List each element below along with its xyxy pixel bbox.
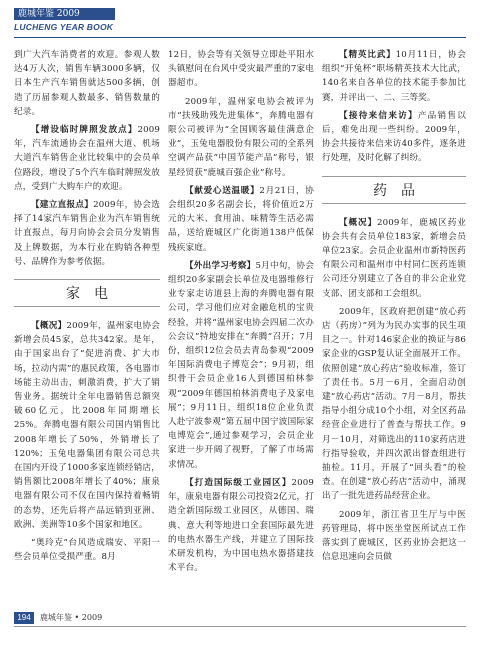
paragraph-heading: 【精英比武】 [339, 50, 396, 60]
text-column-middle [168, 48, 314, 600]
page-header [0, 0, 480, 44]
paragraph-text: 5月中旬，协会组织20多家副会长单位及电器维修行业专家走访道县上海的奔腾电器有限公司，学习他们应对金融危机的宝贵经验，并将“温州家电协会四届二次办公会议”特地安排在“奔腾”召开；7月份，组织12位会员去青岛参观“2009年国际消费电子博览会”；9月初，组织骨干会员企业16人到德国柏林参观“2009年德国柏林消费电子及家电展”；9月11日，组织18位企业负责人赴宁波参观“第五届中国宁波国际家电博览会”,通过参观学习，会员企业家进一步开阔了视野，了解了市场需求情况。 [168, 260, 314, 470]
article-paragraph [322, 48, 466, 105]
section-heading [322, 176, 466, 204]
text-column-left [14, 48, 160, 600]
paragraph-text: “奥玲克”台风造成瑞安、平阳一些会员单位受损严重。8月 [14, 538, 160, 563]
header-title: 鹿城年鉴 2009 [18, 9, 80, 19]
article-paragraph [322, 508, 466, 565]
paragraph-text: 2009年，区政府把创建“放心药店（药房）”列为为民办实事的民生项目之一。针对146家企业的换证与86家企业的GSP复认证全面展开工作。依照创建“放心药店”验收标准，签订了责任书。5月－6月，全面启动创建“放心药店”活动。7月－8月，帮扶指导小组分成10个小组，对全区药品经营企业进行了普查与帮扶工作。9月－10月，对筛选出的110家药店进行指导验收，并四次派出督查组进行抽检。11月，开展了“回头看”的检查。在创建“放心药店”活动中，涌现出了一批先进药品经营企业。 [322, 306, 466, 502]
paragraph-heading: 【建立直报点】 [31, 200, 94, 211]
paragraph-text: 2009年，汽车流通协会在温州大道、机场大道汽车销售企业比较集中的会员单位路段，增设了5个汽车临时牌照发放点，受到广大购车户的欢迎。 [14, 125, 160, 192]
article-paragraph [14, 536, 160, 564]
footer-running-title: 鹿城年鉴 • 2009 [40, 613, 103, 622]
paragraph-text: 2009年，浙江省卫生厅与中医药管理局，将中医坐堂医所试点工作落实到了鹿城区，区药业协会把这一信息迅速向会员做 [322, 509, 466, 563]
header-rule [14, 37, 466, 38]
article-paragraph [322, 216, 466, 301]
article-paragraph [14, 319, 160, 532]
paragraph-heading: 【外出学习考察】 [185, 260, 256, 271]
article-paragraph [14, 198, 160, 269]
paragraph-text: 12日，协会等有关领导立即赴平阳水头镇慰问在台风中受灾最严重的7家电器超市。 [168, 50, 314, 89]
paragraph-text: 10月11日，协会组织“开兔杯”职场精英技术大比武，140名来自各单位的技术能手参加比赛，并评出一、二、三等奖。 [322, 50, 466, 103]
article-paragraph [14, 123, 160, 194]
header-subtitle: LUCHENG YEAR BOOK [14, 22, 114, 32]
section-heading-text: 药品 [373, 182, 429, 199]
article-paragraph [168, 259, 314, 472]
article-paragraph [168, 476, 314, 575]
article-paragraph [14, 48, 160, 119]
section-heading-text: 家电 [66, 286, 122, 303]
article-paragraph [168, 95, 314, 180]
article-paragraph [322, 109, 466, 166]
section-heading [14, 279, 160, 307]
paragraph-heading: 【献爱心送温暖】 [185, 185, 260, 196]
page-number: 194 [14, 612, 34, 624]
article-paragraph [168, 48, 314, 91]
paragraph-text: 2009年，温州家电协会新增会员45家，总共342家。是年，由于国家出台了“促进消费、扩大市场，拉动内需”的惠民政策，各电器市场能主动出击，刺激消费，扩大了销售业务。据统计全年电器销售总额突破60亿元，比2008年同期增长25%。奔腾电器有限公司国内销售比2008年增长了50%，外销增长了120%；玉兔电器集团有限公司总共在国内开设了1000多家连锁经销店，销售额比2008年增长了40%；康泉电器有限公司不仅在国内保持着畅销的态势，还先后将产品远销到亚洲、欧洲、美洲等10多个国家和地区。 [14, 321, 160, 530]
paragraph-heading: 【接待来信来访】 [339, 110, 418, 121]
paragraph-text: 2009年，鹿城区药业协会共有会员单位183家，新增会员单位23家。会员企业温州市新特医药有限公司和温州市中村同仁医药连锁公司还分别建立了各自的非公企业党支部、团支部和工会组织。 [322, 217, 466, 299]
article-paragraph [168, 184, 314, 255]
article-paragraph [322, 305, 466, 504]
paragraph-heading: 【增设临时牌照发放点】 [31, 125, 138, 136]
paragraph-heading: 【概况】 [31, 321, 67, 332]
paragraph-heading: 【概况】 [339, 217, 378, 228]
footer-rule [14, 626, 466, 627]
paragraph-text: 2009年，温州家电协会被评为市“扶残助残先进集体”，奔腾电器有限公司被评为“全国顾客最佳满意企业”，玉兔电器股份有限公司的全系列空调产品获“中国节能产品”称号，银星经贸获“鹿城百强企业”称号。 [168, 96, 314, 178]
paragraph-text: 2009年，协会选择了14家汽车销售企业为汽车销售统计直报点，每月向协会会员分发销售及上牌数据，为本行业在购销各种型号、品牌作为参考依据。 [14, 200, 160, 267]
paragraph-heading: 【打造国际级工业园区】 [185, 477, 292, 488]
text-column-right [322, 48, 466, 600]
paragraph-text: 2月21日，协会组织20多名副会长，将价值近2万元的大米、食用油、味精等生活必需品，送给鹿城区广化街道138户低保残疾家庭。 [168, 185, 314, 253]
paragraph-text: 到广大汽车消费者的欢迎。参观人数达4万人次，销售车辆3000多辆，仅日本生产汽车销售就达500多辆，创造了历届参观人数最多、销售数量的纪录。 [14, 50, 160, 117]
paragraph-text: 产品销售以后，难免出现一些纠纷。2009年，协会共接待来信来访40多件，逐条进行处理，及时化解了纠纷。 [322, 110, 466, 164]
paragraph-text: 2009年，康泉电器有限公司投资2亿元，打造全新国际级工业园区，从德国、瑞典、意大利等地进口全套国际最先进的电热水器生产线，并建立了国际技术研发机构，为中国电热水器搭建技术平台。 [168, 477, 314, 574]
